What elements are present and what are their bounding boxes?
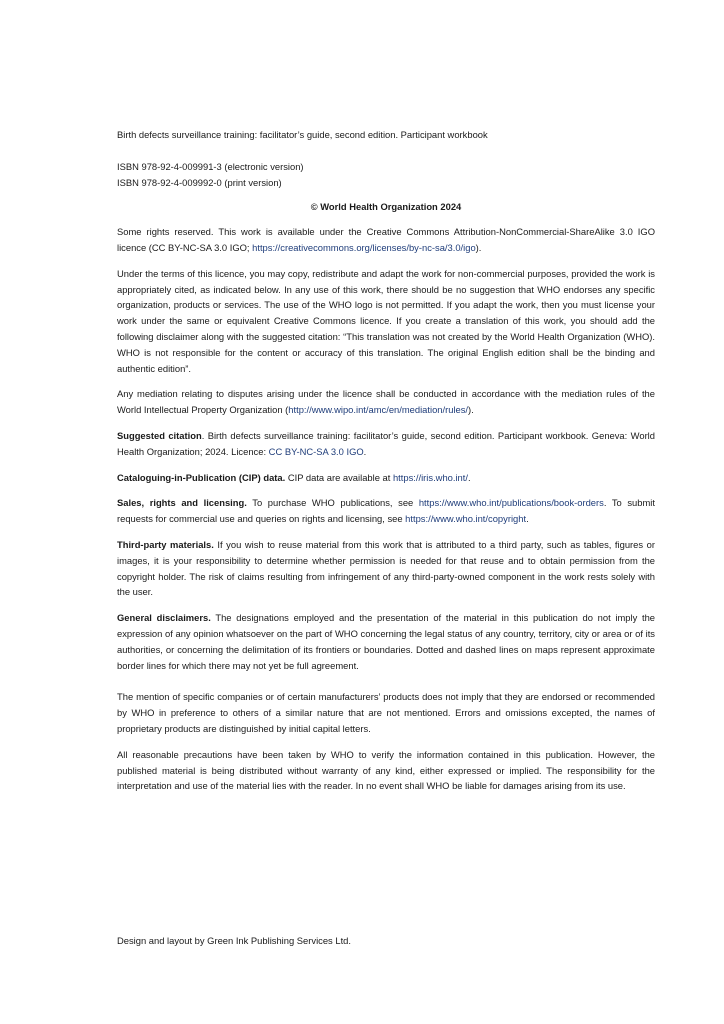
mediation-text: Any mediation relating to disputes arising under the licence shall be conducted in accordance with the mediation rules of the World Intellectual Property Organization ( [117,388,655,416]
copyright-notice: © World Health Organization 2024 [310,201,462,213]
third-party-label: Third-party materials. [117,538,214,550]
suggested-citation-text: . Birth defects surveillance training: facilitator’s guide, second edition. Participant workbook. Geneva: World Health Organization; 2024. Licence: [117,429,655,457]
general-disclaimers-label: General disclaimers. [117,612,211,624]
general-disclaimers-text: The designations employed and the presentation of the material in this publication do not imply the expression of any opinion whatsoever on the part of WHO concerning the legal status of any country, territory, city or area or of its authorities, or concerning the delimitation of its frontiers or boundaries. Dotted and dashed lines on maps represent approximate border lines for which there may not yet be full agreement. [117,612,656,671]
rights-text: Some rights reserved. This work is available under the Creative Commons Attribution-NonCommercial-ShareAlike 3.0 IGO licence (CC BY-NC-SA 3.0 IGO; [117,226,655,253]
sales-paragraph [117,495,655,527]
book-orders-link[interactable]: https://www.who.int/publications/book-orders [418,497,604,509]
document-title-line: Birth defects surveillance training: facilitator’s guide, second edition. Participant workbook [117,129,488,140]
sales-text: To purchase WHO publications, see [246,497,419,509]
licence-link[interactable]: CC BY-NC-SA 3.0 IGO [268,445,364,457]
isbn-print: ISBN 978-92-4-009992-0 (print version) [117,176,282,188]
third-party-text: If you wish to reuse material from this work that is attributed to a third party, such as tables, figures or images, it is your responsibility to determine whether permission is needed for that reuse and to obtain permission from the copyright holder. The risk of claims resulting from infringement of any third-party-owned component in the work rests solely with the user. [117,538,655,598]
rights-paragraph [117,224,655,256]
mediation-paragraph [117,386,655,418]
cip-text: CIP data are available at [285,471,393,483]
sales-end: . [526,513,529,525]
creative-commons-link[interactable]: https://creativecommons.org/licenses/by-nc-sa/3.0/igo [252,241,476,253]
design-credit: Design and layout by Green Ink Publishing Services Ltd. [117,935,351,946]
precautions-paragraph: All reasonable precautions have been taken by WHO to verify the information contained in this publication. However, the published material is being distributed without warranty of any kind, either expressed or implied. The responsibility for the interpretation and use of the material lies with the reader. In no event shall WHO be liable for damages arising from its use. [117,748,655,792]
licence-terms-paragraph: Under the terms of this licence, you may copy, redistribute and adapt the work for non-commercial purposes, provided the work is appropriately cited, as indicated below. In any use of this work, there should be no suggestion that WHO endorses any specific organization, products or services. The use of the WHO logo is not permitted. If you adapt the work, then you must license your work under the same or equivalent Creative Commons licence. If you create a translation of this work, you should add the following disclaimer along with the suggested citation: “This translation was not created by the World Health Organization (WHO). WHO is not responsible for the content or accuracy of this translation. The original English edition shall be the binding and authentic edition”. [117,267,655,374]
isbn-electronic: ISBN 978-92-4-009991-3 (electronic version) [117,160,304,172]
page-content [117,127,655,804]
mediation-end: ). [468,404,474,416]
companies-paragraph: The mention of specific companies or of certain manufacturers’ products does not imply that they are endorsed or recommended by WHO in preference to others of a similar nature that are not mentioned. Errors and omissions excepted, the names of proprietary products are distinguished by initial capital letters. [117,691,655,734]
cip-label: Cataloguing-in-Publication (CIP) data. [117,471,286,483]
general-disclaimers-paragraph [117,610,655,673]
suggested-citation-paragraph [117,428,655,460]
rights-end: ). [475,241,482,253]
third-party-paragraph [117,537,655,600]
cip-end: . [467,471,471,483]
cip-paragraph [117,470,655,486]
sales-mid: . To submit requests for commercial use and queries on rights and licensing, see [117,497,655,525]
sales-label: Sales, rights and licensing. [117,497,247,509]
suggested-citation-label: Suggested citation [117,429,202,441]
copyright-link[interactable]: https://www.who.int/copyright [405,513,527,525]
suggested-citation-end: . [363,445,367,457]
wipo-mediation-link[interactable]: http://www.wipo.int/amc/en/mediation/rules/ [288,404,469,416]
iris-link[interactable]: https://iris.who.int/ [392,471,468,483]
